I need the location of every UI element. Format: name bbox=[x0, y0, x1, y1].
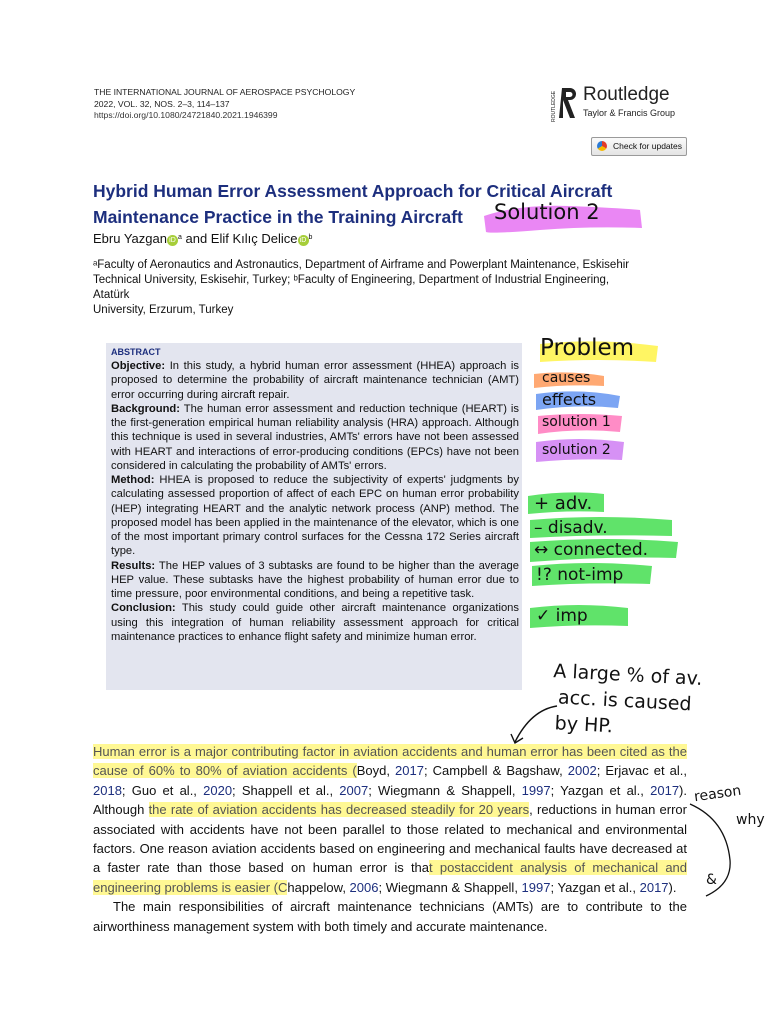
citation-link[interactable]: 2017 bbox=[650, 782, 680, 798]
method-label: Method: bbox=[111, 474, 155, 486]
legend-effects: effects bbox=[542, 390, 597, 409]
side-why: why bbox=[736, 812, 765, 828]
title-note: Solution 2 bbox=[494, 200, 600, 224]
legend-causes: causes bbox=[542, 370, 591, 386]
background-text: The human error assessment and reduction technique (HEART) is the first-generation empirical human reliability analysis (HRA) approach. Although this technique is used in several industries, AMTs' errors have not been assessed with HEART and interactions of error-producing conditions (EPCs) have not been considered in calculating the probability of AMTs' errors. bbox=[111, 402, 519, 472]
affiliation-line: Atatürk bbox=[93, 289, 130, 301]
side-amp: & bbox=[706, 872, 717, 888]
paragraph-1: Human error is a major contributing factor in aviation accidents and human error has been cited as the cause of 60% to 80% of aviation accidents (Boyd, 2017; Campbell & Bagshaw, 2002; Erjavac et al., 2018; Guo et al., 2020; Shappell et al., 2007; Wiegmann & Shappell, 1997; Yazgan et al., 2017). Although the rate of aviation accidents has decreased steadily for 20 years, reductions in human error associated with accidents have not been parallel to those related to mechanical and environmental factors. One reason aviation accidents based on engineering and mechanical faults have decreased at a faster rate than those based on human error is that postaccident analysis of mechanical and engineering problems is easier (Chappelow, 2006; Wiegmann & Shappell, 1997; Yazgan et al., 2017). bbox=[93, 744, 688, 895]
legend-adv: + adv. bbox=[534, 493, 593, 514]
affiliation-line: University, Erzurum, Turkey bbox=[93, 304, 234, 316]
legend-solution1: solution 1 bbox=[542, 414, 611, 430]
paragraph-2: The main responsibilities of aircraft maintenance technicians (AMTs) are to contribute to the airworthiness management system with both timely and accurate maintenance. bbox=[93, 899, 687, 934]
publisher-name: Routledge bbox=[583, 84, 670, 105]
abstract-objective bbox=[111, 359, 519, 402]
conclusion-text: This study could guide other aircraft maintenance organizations using this integration of human reliability assessment approach for critical maintenance practices to enhance flight safety and minimize human error. bbox=[111, 602, 519, 643]
note-line-3: by HP. bbox=[554, 712, 614, 738]
results-label: Results: bbox=[111, 559, 156, 572]
abstract-label: ABSTRACT bbox=[111, 347, 161, 357]
legend-problem: Problem bbox=[540, 335, 635, 361]
abstract-conclusion bbox=[111, 601, 519, 644]
legend-not-imp: !? not-imp bbox=[536, 565, 624, 585]
orcid-icon[interactable]: iD bbox=[167, 235, 178, 246]
orcid-icon[interactable]: iD bbox=[298, 235, 309, 246]
citation-link[interactable]: 2007 bbox=[339, 782, 369, 798]
doi-link[interactable]: https://doi.org/10.1080/24721840.2021.1946399 bbox=[94, 110, 278, 120]
note-line-1: A large % of av. bbox=[552, 660, 703, 690]
affiliation-line: ᵃFaculty of Aeronautics and Astronautics, Department of Airframe and Powerplant Maintenance, Eskisehir bbox=[93, 259, 630, 271]
volume-info: 2022, VOL. 32, NOS. 2–3, 114–137 bbox=[94, 98, 230, 109]
citation-link[interactable]: 2017 bbox=[639, 879, 669, 895]
conclusion-label: Conclusion: bbox=[111, 602, 176, 615]
method-text: HHEA is proposed to reduce the subjectivity of experts' judgments by calculating assessed proportion of affect of each EPC on human error probability (HEP) integrating HEART and the analytic network process (ANP) method. The proposed model has been applied in the maintenance of the elevator, which is one of the most important primary control surfaces for the Cessna 172 Series aircraft type. bbox=[111, 474, 519, 558]
routledge-logo-mark bbox=[552, 84, 578, 124]
margin-note bbox=[550, 658, 703, 744]
abstract-box bbox=[106, 343, 522, 690]
title-line-2: Maintenance Practice in the Training Aircraft bbox=[93, 207, 463, 227]
author-2-sup: b bbox=[308, 234, 313, 241]
citation-link[interactable]: 1997 bbox=[521, 782, 551, 798]
title-line-1: Hybrid Human Error Assessment Approach for Critical Aircraft bbox=[93, 181, 613, 201]
journal-header bbox=[94, 87, 355, 122]
crossmark-icon bbox=[597, 141, 607, 151]
highlight-3: t postaccident analysis of mechanical and engineering problems is easier (C bbox=[93, 860, 688, 895]
abstract-results bbox=[111, 559, 519, 602]
publisher-subtitle: Taylor & Francis Group bbox=[583, 108, 676, 118]
side-reason: reason bbox=[693, 782, 743, 806]
objective-label: Objective: bbox=[111, 360, 166, 372]
body-text bbox=[93, 742, 687, 936]
legend-disadv: – disadv. bbox=[534, 518, 608, 538]
note-line-2: acc. is caused bbox=[557, 686, 693, 716]
citation-link[interactable]: 2018 bbox=[93, 782, 122, 798]
abstract-background bbox=[111, 402, 519, 473]
citation-link[interactable]: 1997 bbox=[521, 879, 551, 895]
objective-text: In this study, a hybrid human error assessment (HHEA) approach is proposed to determine the probability of aircraft maintenance technician (AMT) error occurring during aircraft repair. bbox=[111, 360, 519, 401]
legend-solution2: solution 2 bbox=[542, 442, 611, 458]
affiliation-line: Technical University, Eskisehir, Turkey; ᵇFaculty of Engineering, Department of Industrial Engineering, bbox=[93, 274, 610, 286]
results-text: The HEP values of 3 subtasks are found to be higher than the average HEP value. These subtasks have the highest probability of human error due to time pressure, poor environmental conditions, and being a repetitive task. bbox=[111, 559, 520, 600]
author-1[interactable]: Ebru Yazgan bbox=[93, 231, 167, 246]
check-updates-button[interactable] bbox=[591, 137, 687, 156]
highlight-1: Human error is a major contributing factor in aviation accidents and human error has been cited as the cause of 60% to 80% of aviation accidents ( bbox=[93, 744, 687, 779]
highlight-2: the rate of aviation accidents has decreased steadily for 20 years bbox=[148, 802, 530, 818]
citation-link[interactable]: 2020 bbox=[203, 782, 233, 798]
citation-link[interactable]: 2006 bbox=[349, 879, 379, 895]
abstract-method bbox=[111, 473, 519, 559]
author-2[interactable]: and Elif Kılıç Delice bbox=[185, 231, 298, 246]
check-updates-label: Check for updates bbox=[613, 141, 682, 151]
legend-imp: ✓ imp bbox=[536, 606, 588, 626]
affiliations bbox=[93, 258, 688, 318]
author-1-sup: a bbox=[177, 234, 182, 241]
citation-link[interactable]: 2002 bbox=[567, 763, 597, 779]
legend-connected: ↔ connected. bbox=[534, 540, 649, 560]
background-label: Background: bbox=[111, 402, 180, 415]
authors bbox=[93, 231, 312, 246]
citation-link[interactable]: 2017 bbox=[395, 763, 424, 779]
publisher-side-text: ROUTLEDGE bbox=[551, 90, 557, 122]
journal-name: THE INTERNATIONAL JOURNAL OF AEROSPACE PSYCHOLOGY bbox=[94, 87, 356, 97]
